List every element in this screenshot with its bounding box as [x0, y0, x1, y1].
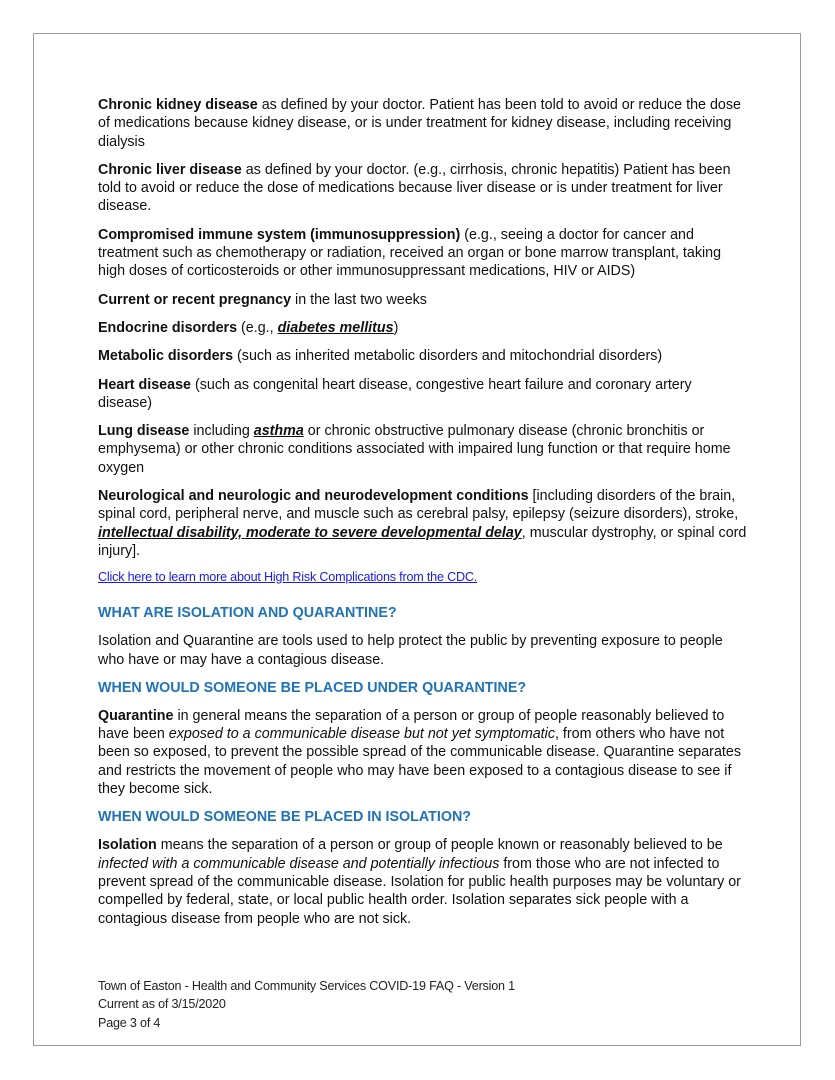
condition-chronic-kidney — [98, 96, 748, 151]
quarantine-body — [98, 707, 748, 798]
quarantine-text: , from others who have not been so exposed, to prevent the possible spread of the communicable disease. Quarantine separates and restricts the movement of people who may have been exposed to a contagious disease to see if they become sick. — [98, 726, 741, 798]
condition-metabolic — [98, 347, 748, 365]
isolation-italic: infected with a communicable disease and potentially infectious — [98, 855, 500, 872]
condition-text: ) — [393, 319, 399, 336]
condition-text: (such as inherited metabolic disorders and mitochondrial disorders) — [233, 348, 663, 365]
condition-text: as defined by your doctor. (e.g., cirrhosis, chronic hepatitis) Patient has been told to avoid or reduce the dose of medications because liver disease or is under treatment for liver disease. — [98, 161, 731, 215]
condition-chronic-liver — [98, 161, 748, 216]
condition-term: Lung disease — [98, 423, 190, 440]
footer-title: Town of Easton - Health and Community Services COVID-19 FAQ - Version 1 — [98, 979, 515, 993]
condition-term: Chronic liver disease — [98, 161, 242, 178]
condition-term: Heart disease — [98, 376, 191, 393]
footer-page-number: Page 3 of 4 — [98, 1015, 161, 1030]
condition-pregnancy — [98, 291, 748, 309]
cdc-high-risk-link[interactable]: Click here to learn more about High Risk Complications from the CDC. — [98, 570, 478, 585]
document-body — [98, 96, 748, 938]
heading-quarantine: WHEN WOULD SOMEONE BE PLACED UNDER QUARANTINE? — [98, 679, 527, 696]
emphasis-asthma: asthma — [253, 423, 304, 440]
condition-text: [including disorders of the brain, spinal cord, peripheral nerve, and muscle such as cerebral palsy, epilepsy (seizure disorders), stroke, — [98, 488, 739, 523]
condition-text: in the last two weeks — [291, 291, 427, 308]
isolation-body — [98, 836, 748, 927]
isolation-term: Isolation — [98, 837, 157, 854]
condition-term: Current or recent pregnancy — [98, 291, 292, 308]
quarantine-italic: exposed to a communicable disease but not yet symptomatic — [168, 726, 555, 743]
quarantine-text: in general means the separation of a person or group of people reasonably believed to have been — [98, 707, 725, 743]
quarantine-term: Quarantine — [98, 707, 174, 724]
isolation-text: from those who are not infected to prevent spread of the communicable disease. Isolation for public health purposes may be voluntary or compelled by federal, state, or local public health order. Isolation separates sick people with a contagious disease from people who are not sick. — [98, 855, 741, 927]
condition-lung — [98, 422, 748, 477]
emphasis-intellectual-disability: intellectual disability, moderate to severe developmental delay — [98, 524, 522, 541]
heading-isolation-and-quarantine: WHAT ARE ISOLATION AND QUARANTINE? — [98, 605, 397, 622]
condition-term: Neurological and neurologic and neurodevelopment conditions — [98, 488, 529, 505]
condition-term: Metabolic disorders — [98, 348, 234, 365]
condition-term: Compromised immune system (immunosuppression) — [98, 226, 461, 243]
condition-text: (such as congenital heart disease, congestive heart failure and coronary artery disease) — [98, 376, 692, 411]
emphasis-diabetes: diabetes mellitus — [277, 319, 394, 336]
condition-text: (e.g., seeing a doctor for cancer and treatment such as chemotherapy or radiation, received an organ or bone marrow transplant, taking high doses of corticosteroids or other immunosuppressant medications, HIV or AIDS) — [98, 226, 722, 280]
condition-immune — [98, 226, 748, 281]
heading-isolation: WHEN WOULD SOMEONE BE PLACED IN ISOLATION? — [98, 809, 472, 826]
condition-text: , muscular dystrophy, or spinal cord injury]. — [98, 524, 747, 559]
footer-current-as-of: Current as of 3/15/2020 — [98, 997, 226, 1012]
condition-heart — [98, 376, 748, 413]
condition-text: (e.g., — [237, 319, 278, 336]
condition-text: as defined by your doctor. Patient has been told to avoid or reduce the dose of medications because kidney disease, or is under treatment for kidney disease, including receiving dialysis — [98, 97, 741, 150]
isolation-quarantine-body: Isolation and Quarantine are tools used to help protect the public by preventing exposure to people who have or may have a contagious disease. — [98, 633, 723, 668]
condition-term: Endocrine disorders — [98, 319, 238, 336]
condition-text: including — [189, 423, 254, 440]
page-footer — [98, 977, 515, 1032]
condition-text: or chronic obstructive pulmonary disease (chronic bronchitis or emphysema) or other chronic conditions associated with impaired lung function or that require home oxygen — [98, 423, 731, 476]
condition-endocrine — [98, 319, 748, 337]
condition-neurological — [98, 487, 748, 560]
condition-term: Chronic kidney disease — [98, 97, 258, 113]
isolation-text: means the separation of a person or group of people known or reasonably believed to be — [156, 837, 723, 854]
